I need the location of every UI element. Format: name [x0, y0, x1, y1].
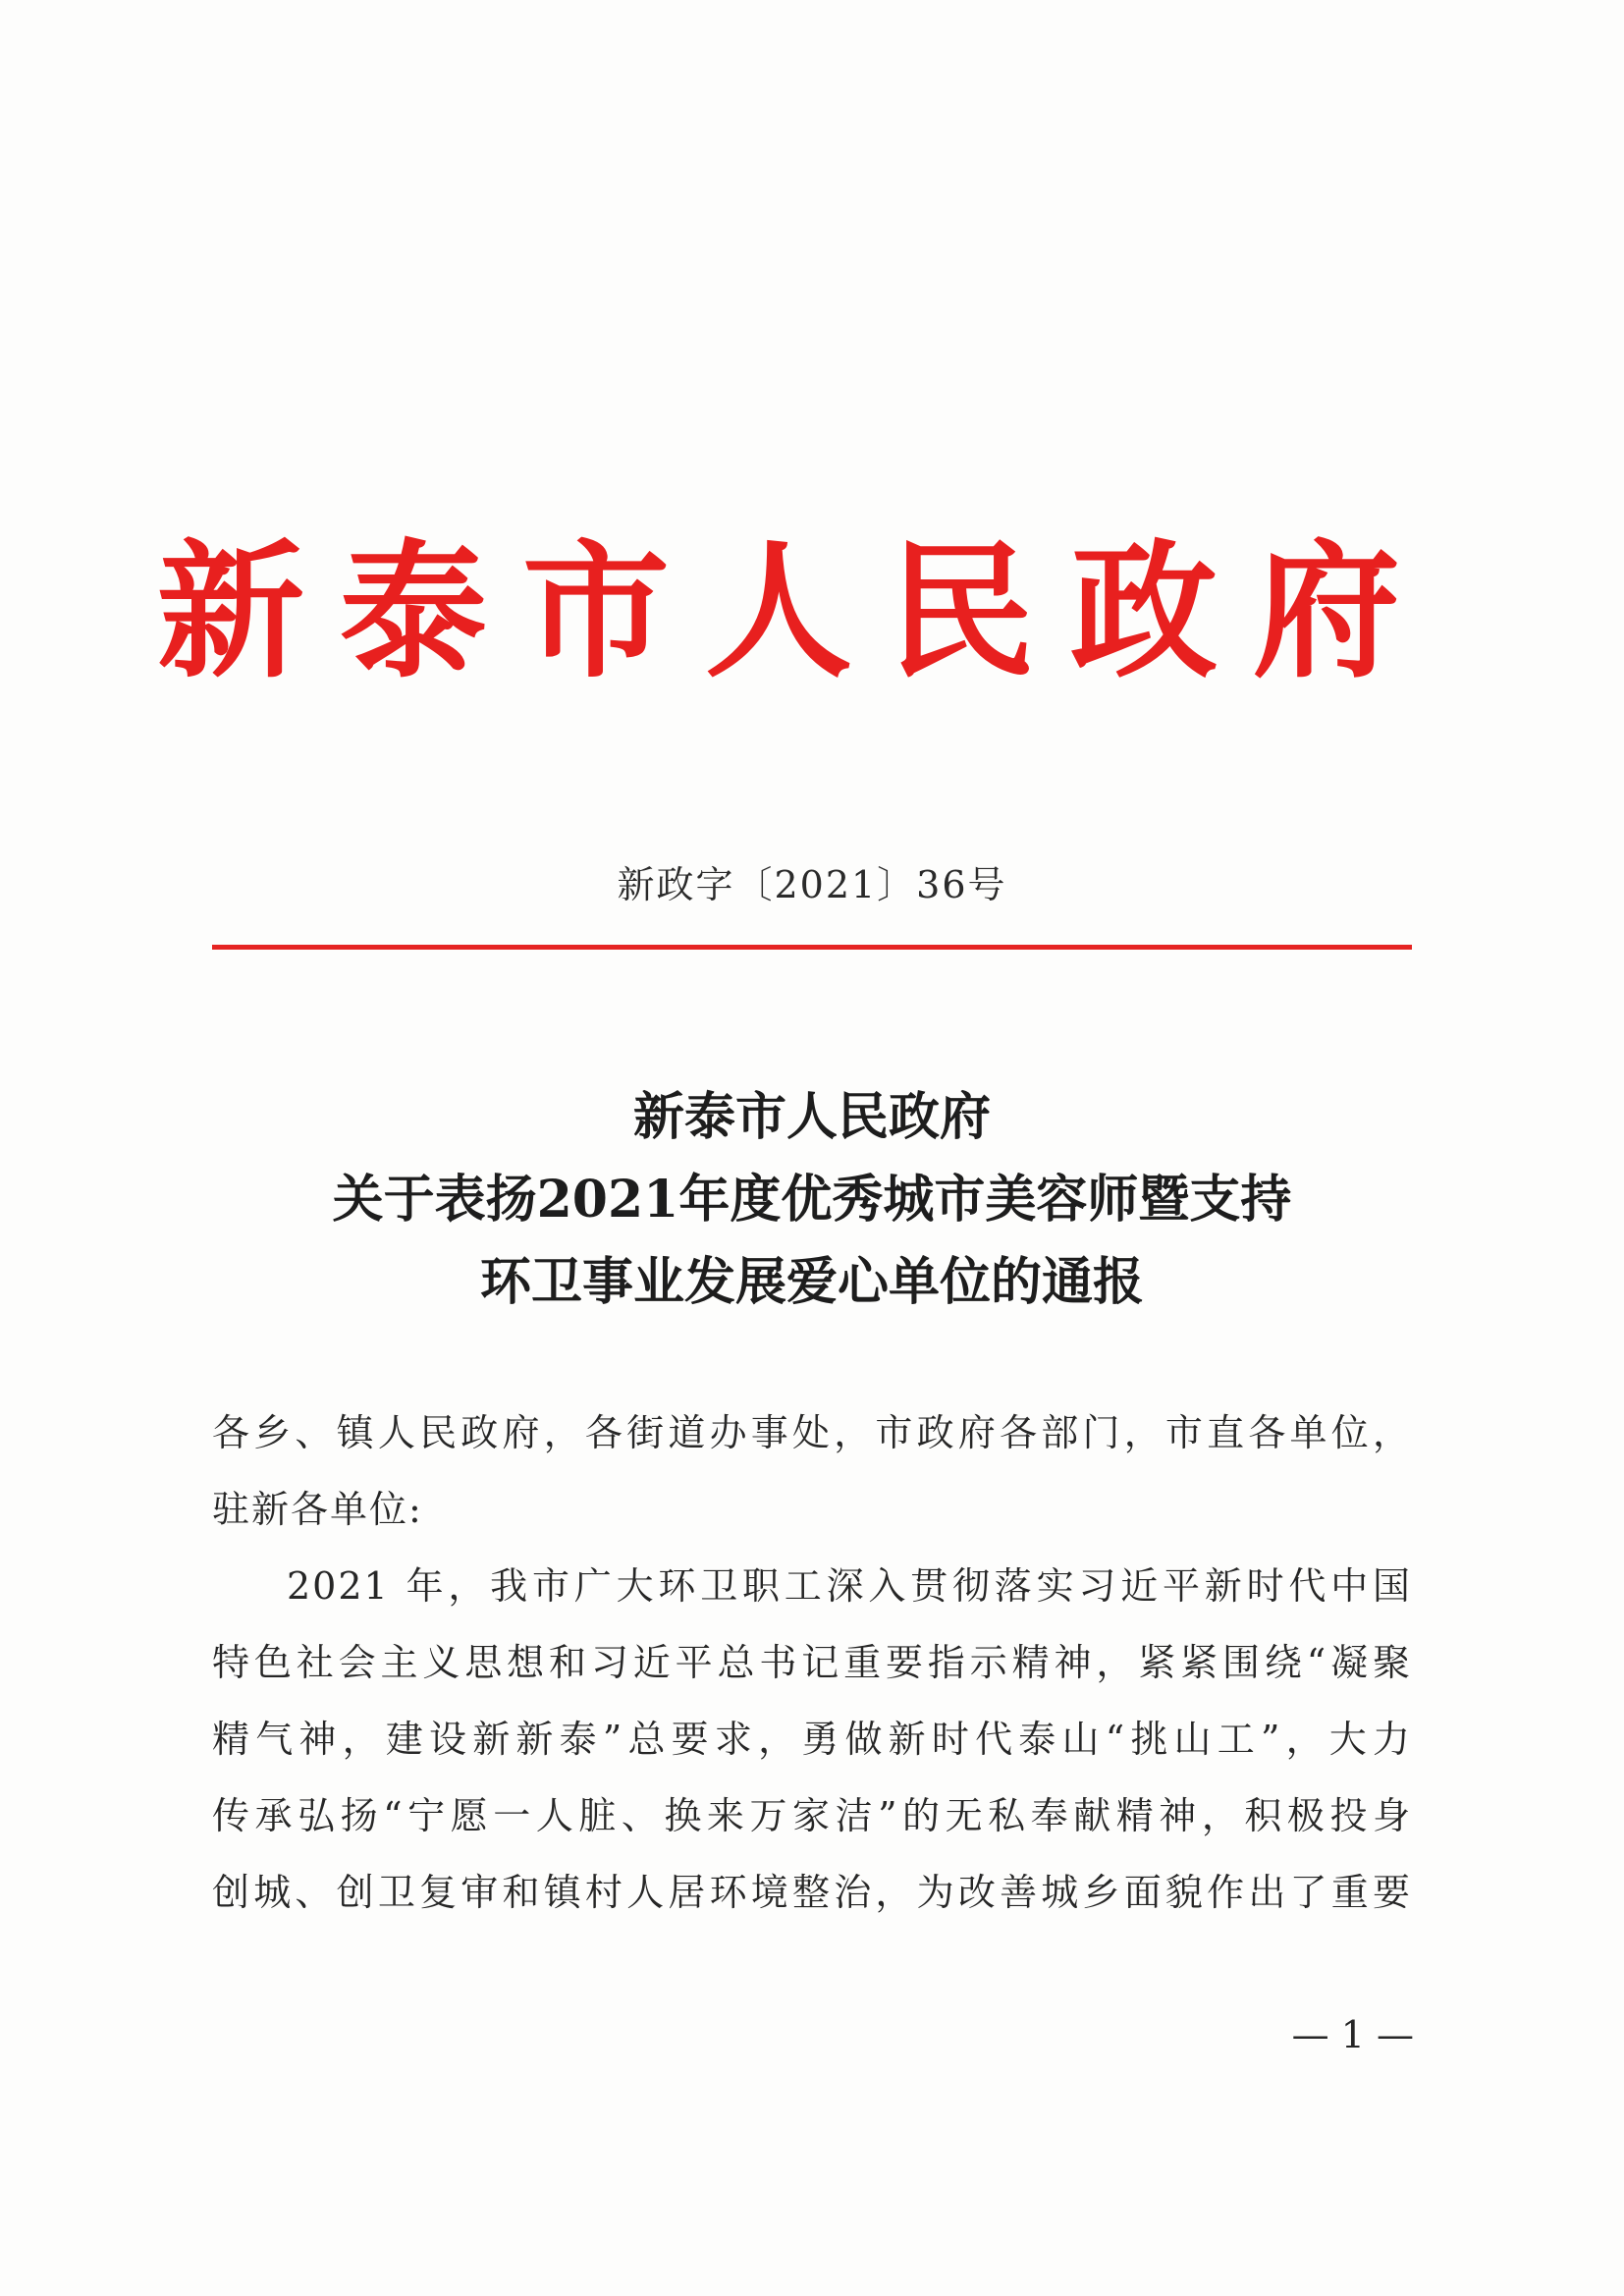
- body-paragraph-line-4: 传承弘扬“宁愿一人脏、换来万家洁”的无私奉献精神，积极投身: [212, 1794, 1412, 1837]
- document-title-line-2: 关于表扬2021年度优秀城市美容师暨支持: [332, 1170, 1292, 1230]
- addressee-line-1: 各乡、镇人民政府，各街道办事处，市政府各部门，市直各单位，: [212, 1411, 1412, 1454]
- body-paragraph-line-2: 特色社会主义思想和习近平总书记重要指示精神，紧紧围绕“凝聚: [212, 1641, 1412, 1684]
- document-number: 新政字〔2021〕36号: [617, 863, 1007, 906]
- document-title-line-1: 新泰市人民政府: [632, 1087, 991, 1147]
- page-number: — 1 —: [1291, 2013, 1414, 2056]
- red-separator-line: [212, 945, 1412, 950]
- body-paragraph-line-5: 创城、创卫复审和镇村人居环境整治，为改善城乡面貌作出了重要: [212, 1871, 1412, 1914]
- body-paragraph-line-1: 2021 年，我市广大环卫职工深入贯彻落实习近平新时代中国: [287, 1564, 1412, 1608]
- body-paragraph-line-3: 精气神，建设新新泰”总要求，勇做新时代泰山“挑山工”，大力: [212, 1718, 1412, 1761]
- issuing-authority-header: 新泰市人民政府: [157, 525, 1436, 698]
- document-title-line-3: 环卫事业发展爱心单位的通报: [479, 1252, 1144, 1312]
- addressee-line-2: 驻新各单位:: [212, 1488, 423, 1531]
